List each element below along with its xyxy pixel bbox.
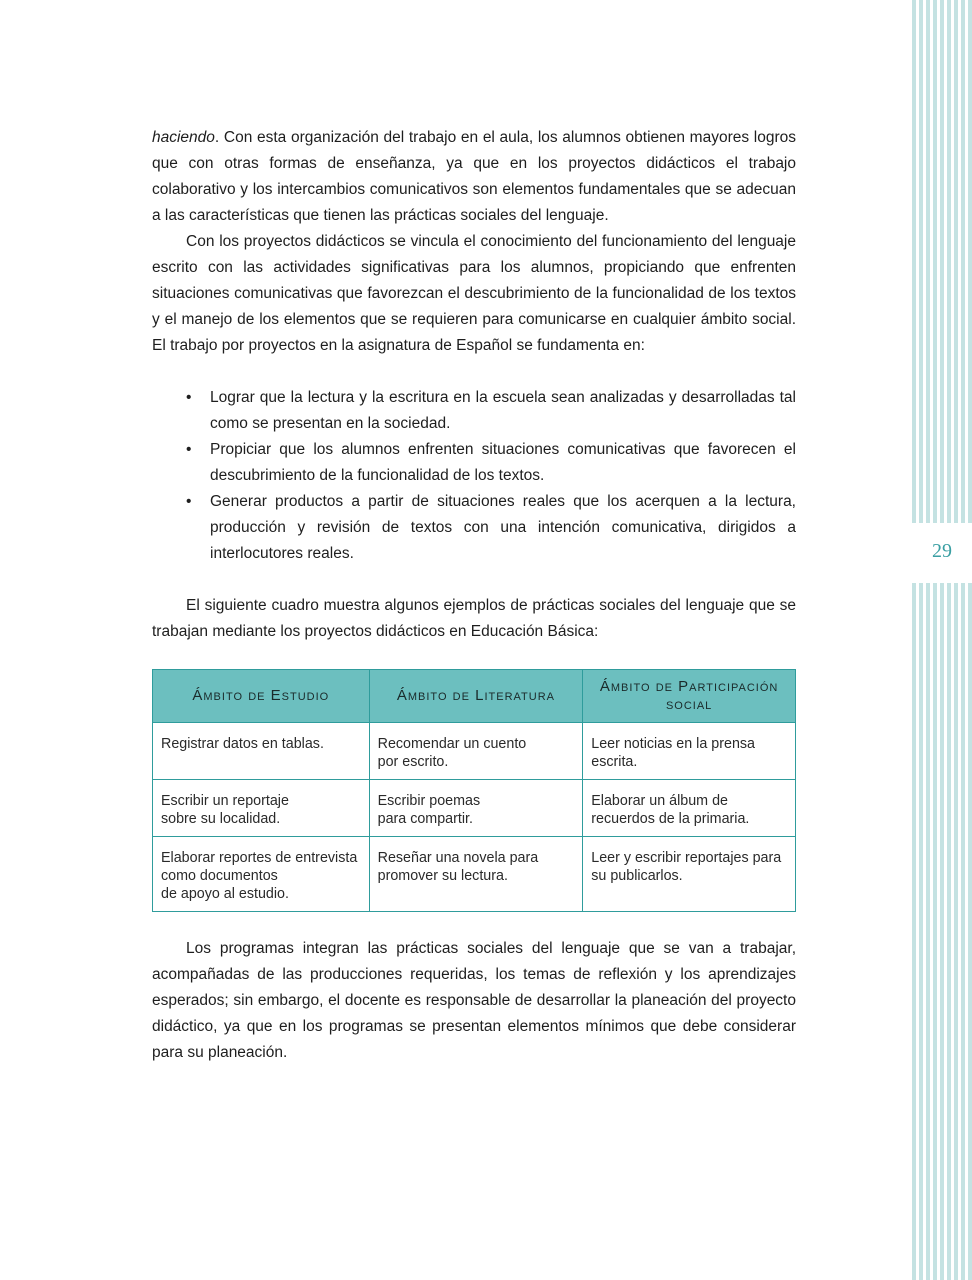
- table-cell: Registrar datos en tablas.: [153, 723, 370, 780]
- table-cell: Leer noticias en la prensa escrita.: [583, 723, 796, 780]
- table-row: [153, 837, 796, 912]
- table-cell: Elaborar reportes de entrevista como documentos de apoyo al estudio.: [153, 837, 370, 912]
- bullet-icon: •: [186, 441, 192, 458]
- table-header-estudio: Ámbito de Estudio: [153, 670, 370, 723]
- bullet-item: [186, 489, 796, 567]
- paragraph-3: El siguiente cuadro muestra algunos ejemplos de prácticas sociales del lenguaje que se trabajan mediante los proyectos didácticos en Educación Básica:: [152, 597, 796, 640]
- decorative-margin-stripes: [912, 0, 972, 1280]
- page-number: 29: [932, 540, 952, 562]
- paragraph-2: Con los proyectos didácticos se vincula el conocimiento del funcionamiento del lenguaje escrito con las actividades significativas para los alumnos, propiciando que enfrenten situaciones comunicativas que favorezcan el descubrimiento de la funcionalidad de los textos y el manejo de los elementos que se requieren para comunicarse en cualquier ámbito social. El trabajo por proyectos en la asignatura de Español se fundamenta en:: [152, 233, 796, 354]
- bullet-icon: •: [186, 493, 192, 510]
- table-cell: Recomendar un cuento por escrito.: [369, 723, 583, 780]
- social-practices-table: [152, 669, 796, 912]
- bullet-text: Lograr que la lectura y la escritura en la escuela sean analizadas y desarrolladas tal como se presentan en la sociedad.: [210, 389, 796, 432]
- bullet-list: [152, 385, 796, 567]
- table-cell: Escribir un reportaje sobre su localidad.: [153, 780, 370, 837]
- table-header-row: [153, 670, 796, 723]
- paragraph-4: Los programas integran las prácticas sociales del lenguaje que se van a trabajar, acompañadas de las producciones requeridas, los temas de reflexión y los aprendizajes esperados; sin embargo, el docente es responsable de desarrollar la planeación del proyecto didáctico, ya que en los programas se presentan elementos mínimos que debe considerar para su planeación.: [152, 940, 796, 1061]
- table-header-literatura: Ámbito de Literatura: [369, 670, 583, 723]
- table-cell: Reseñar una novela para promover su lectura.: [369, 837, 583, 912]
- bullet-item: [186, 437, 796, 489]
- bullet-item: [186, 385, 796, 437]
- table-cell: Elaborar un álbum de recuerdos de la primaria.: [583, 780, 796, 837]
- table-cell: Leer y escribir reportajes para su publicarlos.: [583, 837, 796, 912]
- bullet-text: Propiciar que los alumnos enfrenten situaciones comunicativas que favorecen el descubrimiento de la funcionalidad de los textos.: [210, 441, 796, 484]
- table-row: [153, 723, 796, 780]
- bullet-text: Generar productos a partir de situaciones reales que los acerquen a la lectura, producción y revisión de textos con una intención comunicativa, dirigidos a interlocutores reales.: [210, 493, 796, 562]
- table-cell: Escribir poemas para compartir.: [369, 780, 583, 837]
- paragraph-1-italic-lead: haciendo: [152, 129, 215, 146]
- page-body: [152, 125, 796, 1066]
- paragraph-1-text: . Con esta organización del trabajo en el aula, los alumnos obtienen mayores logros que con otras formas de enseñanza, ya que en los proyectos didácticos el trabajo colaborativo y los intercambios comunicativos son elementos fundamentales que se adecuan a las características que tienen las prácticas sociales del lenguaje.: [152, 129, 796, 224]
- paragraph-1: [152, 125, 796, 229]
- bullet-icon: •: [186, 389, 192, 406]
- table-row: [153, 780, 796, 837]
- table-header-participacion: Ámbito de Participación social: [583, 670, 796, 723]
